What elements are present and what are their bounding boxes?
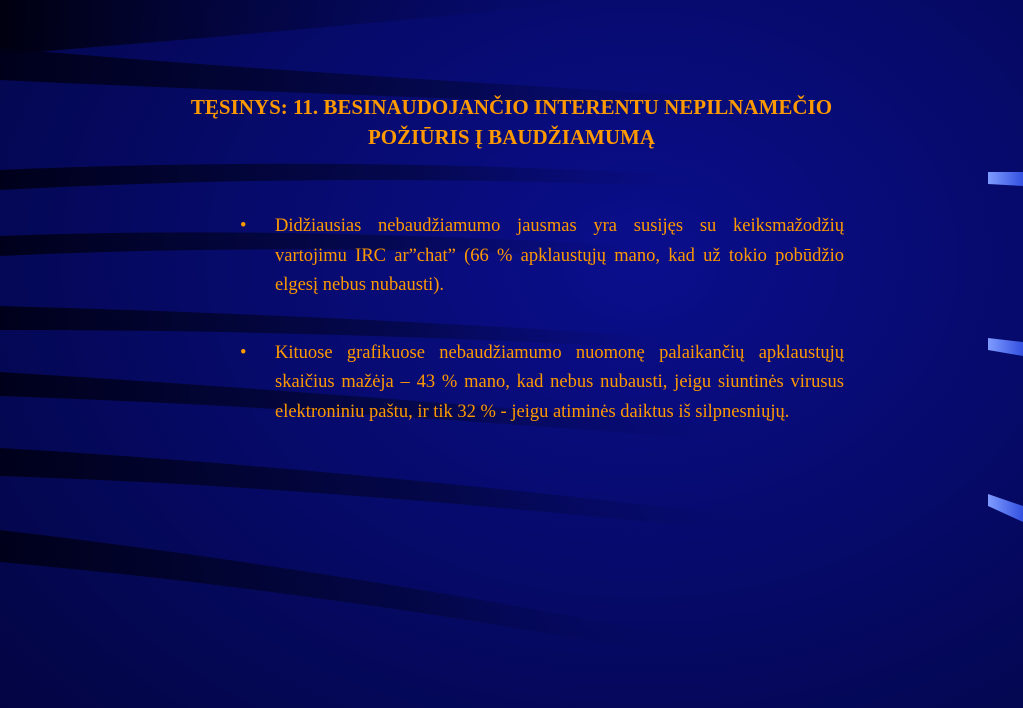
dark-band-2	[0, 164, 700, 190]
bullet-text: Kituose grafikuose nebaudžiamumo nuomonę palaikančių apklaustųjų skaičius mažėja – 43 % mano, kad nebus nubausti, jeigu siuntinės virusus elektroniniu paštu, ir tik 32 % - jeigu atiminės daiktus iš silpnesniųjų.	[275, 342, 844, 422]
bullet-item	[240, 212, 844, 301]
edge-mark-3	[988, 494, 1023, 522]
dark-band-6	[0, 448, 780, 536]
edge-mark-2	[988, 338, 1023, 356]
edge-mark-1	[988, 172, 1023, 186]
title-line-1: TĘSINYS: 11. BESINAUDOJANČIO INTERENTU NEPILNAMEČIO	[190, 95, 833, 119]
title-line-2: POŽIŪRIS Į BAUDŽIAMUMĄ	[367, 125, 656, 149]
bullet-item	[240, 339, 844, 428]
bullet-text: Didžiausias nebaudžiamumo jausmas yra susijęs su keiksmažodžių vartojimu IRC ar”chat” (66 % apklaustųjų mano, kad už tokio pobūdžio elgesį nebus nubausti).	[275, 216, 844, 295]
bullet-icon: •	[240, 342, 247, 363]
bullet-list	[240, 212, 844, 427]
dark-band-7	[0, 530, 700, 660]
dark-band-top	[0, 0, 600, 55]
bullet-icon: •	[240, 216, 247, 236]
slide-title	[60, 92, 963, 152]
